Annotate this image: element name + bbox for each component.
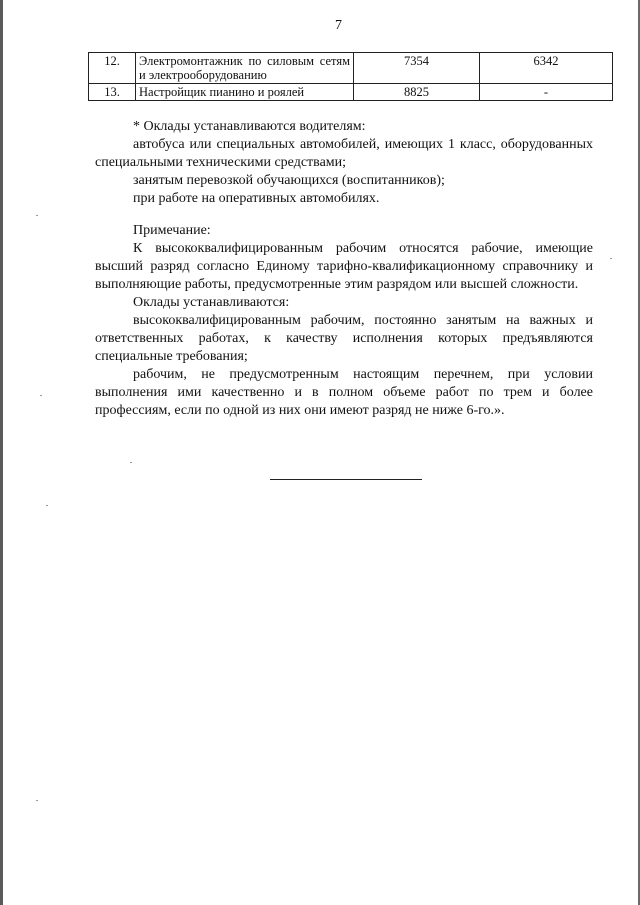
- footnote-block: [95, 118, 593, 208]
- scan-speck: [130, 462, 132, 463]
- row-number: 12.: [89, 53, 136, 84]
- note-paragraph: высококвалифицированным рабочим, постоянно занятым на важных и ответственных работах, к качеству исполнения которых предъявляются специальные требования;: [95, 313, 593, 364]
- footnote-heading: * Оклады устанавливаются водителям:: [133, 119, 366, 134]
- scan-speck: [610, 258, 612, 259]
- salary-value: 8825: [354, 84, 480, 101]
- scan-speck: [36, 800, 38, 801]
- scan-speck: [46, 505, 48, 506]
- page-number: 7: [335, 18, 342, 33]
- salary-table: [88, 52, 613, 101]
- note-paragraph: рабочим, не предусмотренным настоящим перечнем, при условии выполнения ими качественно и в полном объеме работ по трем и более профессиям, если по одной из них они имеют разряд не ниже 6-го.».: [95, 367, 593, 418]
- profession-name: Электромонтажник по силовым сетям и электрооборудованию: [136, 53, 354, 84]
- scan-speck: [36, 215, 38, 216]
- footnote-item: при работе на оперативных автомобилях.: [133, 191, 380, 206]
- table-row: [89, 53, 613, 84]
- note-paragraph: Оклады устанавливаются:: [133, 295, 290, 310]
- profession-name: Настройщик пианино и роялей: [136, 84, 354, 101]
- scan-speck: [40, 395, 42, 396]
- footnote-item: автобуса или специальных автомобилей, имеющих 1 класс, оборудованных специальными техническими средствами;: [95, 137, 593, 170]
- table-row: [89, 84, 613, 101]
- scan-edge-left: [0, 0, 3, 905]
- note-block: [95, 222, 593, 420]
- salary-value: 7354: [354, 53, 480, 84]
- separator-line: [270, 479, 422, 480]
- note-heading: Примечание:: [133, 223, 211, 238]
- salary-value: -: [480, 84, 613, 101]
- salary-value: 6342: [480, 53, 613, 84]
- row-number: 13.: [89, 84, 136, 101]
- note-paragraph: К высококвалифицированным рабочим относятся рабочие, имеющие высший разряд согласно Единому тарифно-квалификационному справочнику и выполняющие работы, предусмотренные этим разрядом или высшей сложности.: [95, 241, 593, 292]
- footnote-item: занятым перевозкой обучающихся (воспитанников);: [133, 173, 445, 188]
